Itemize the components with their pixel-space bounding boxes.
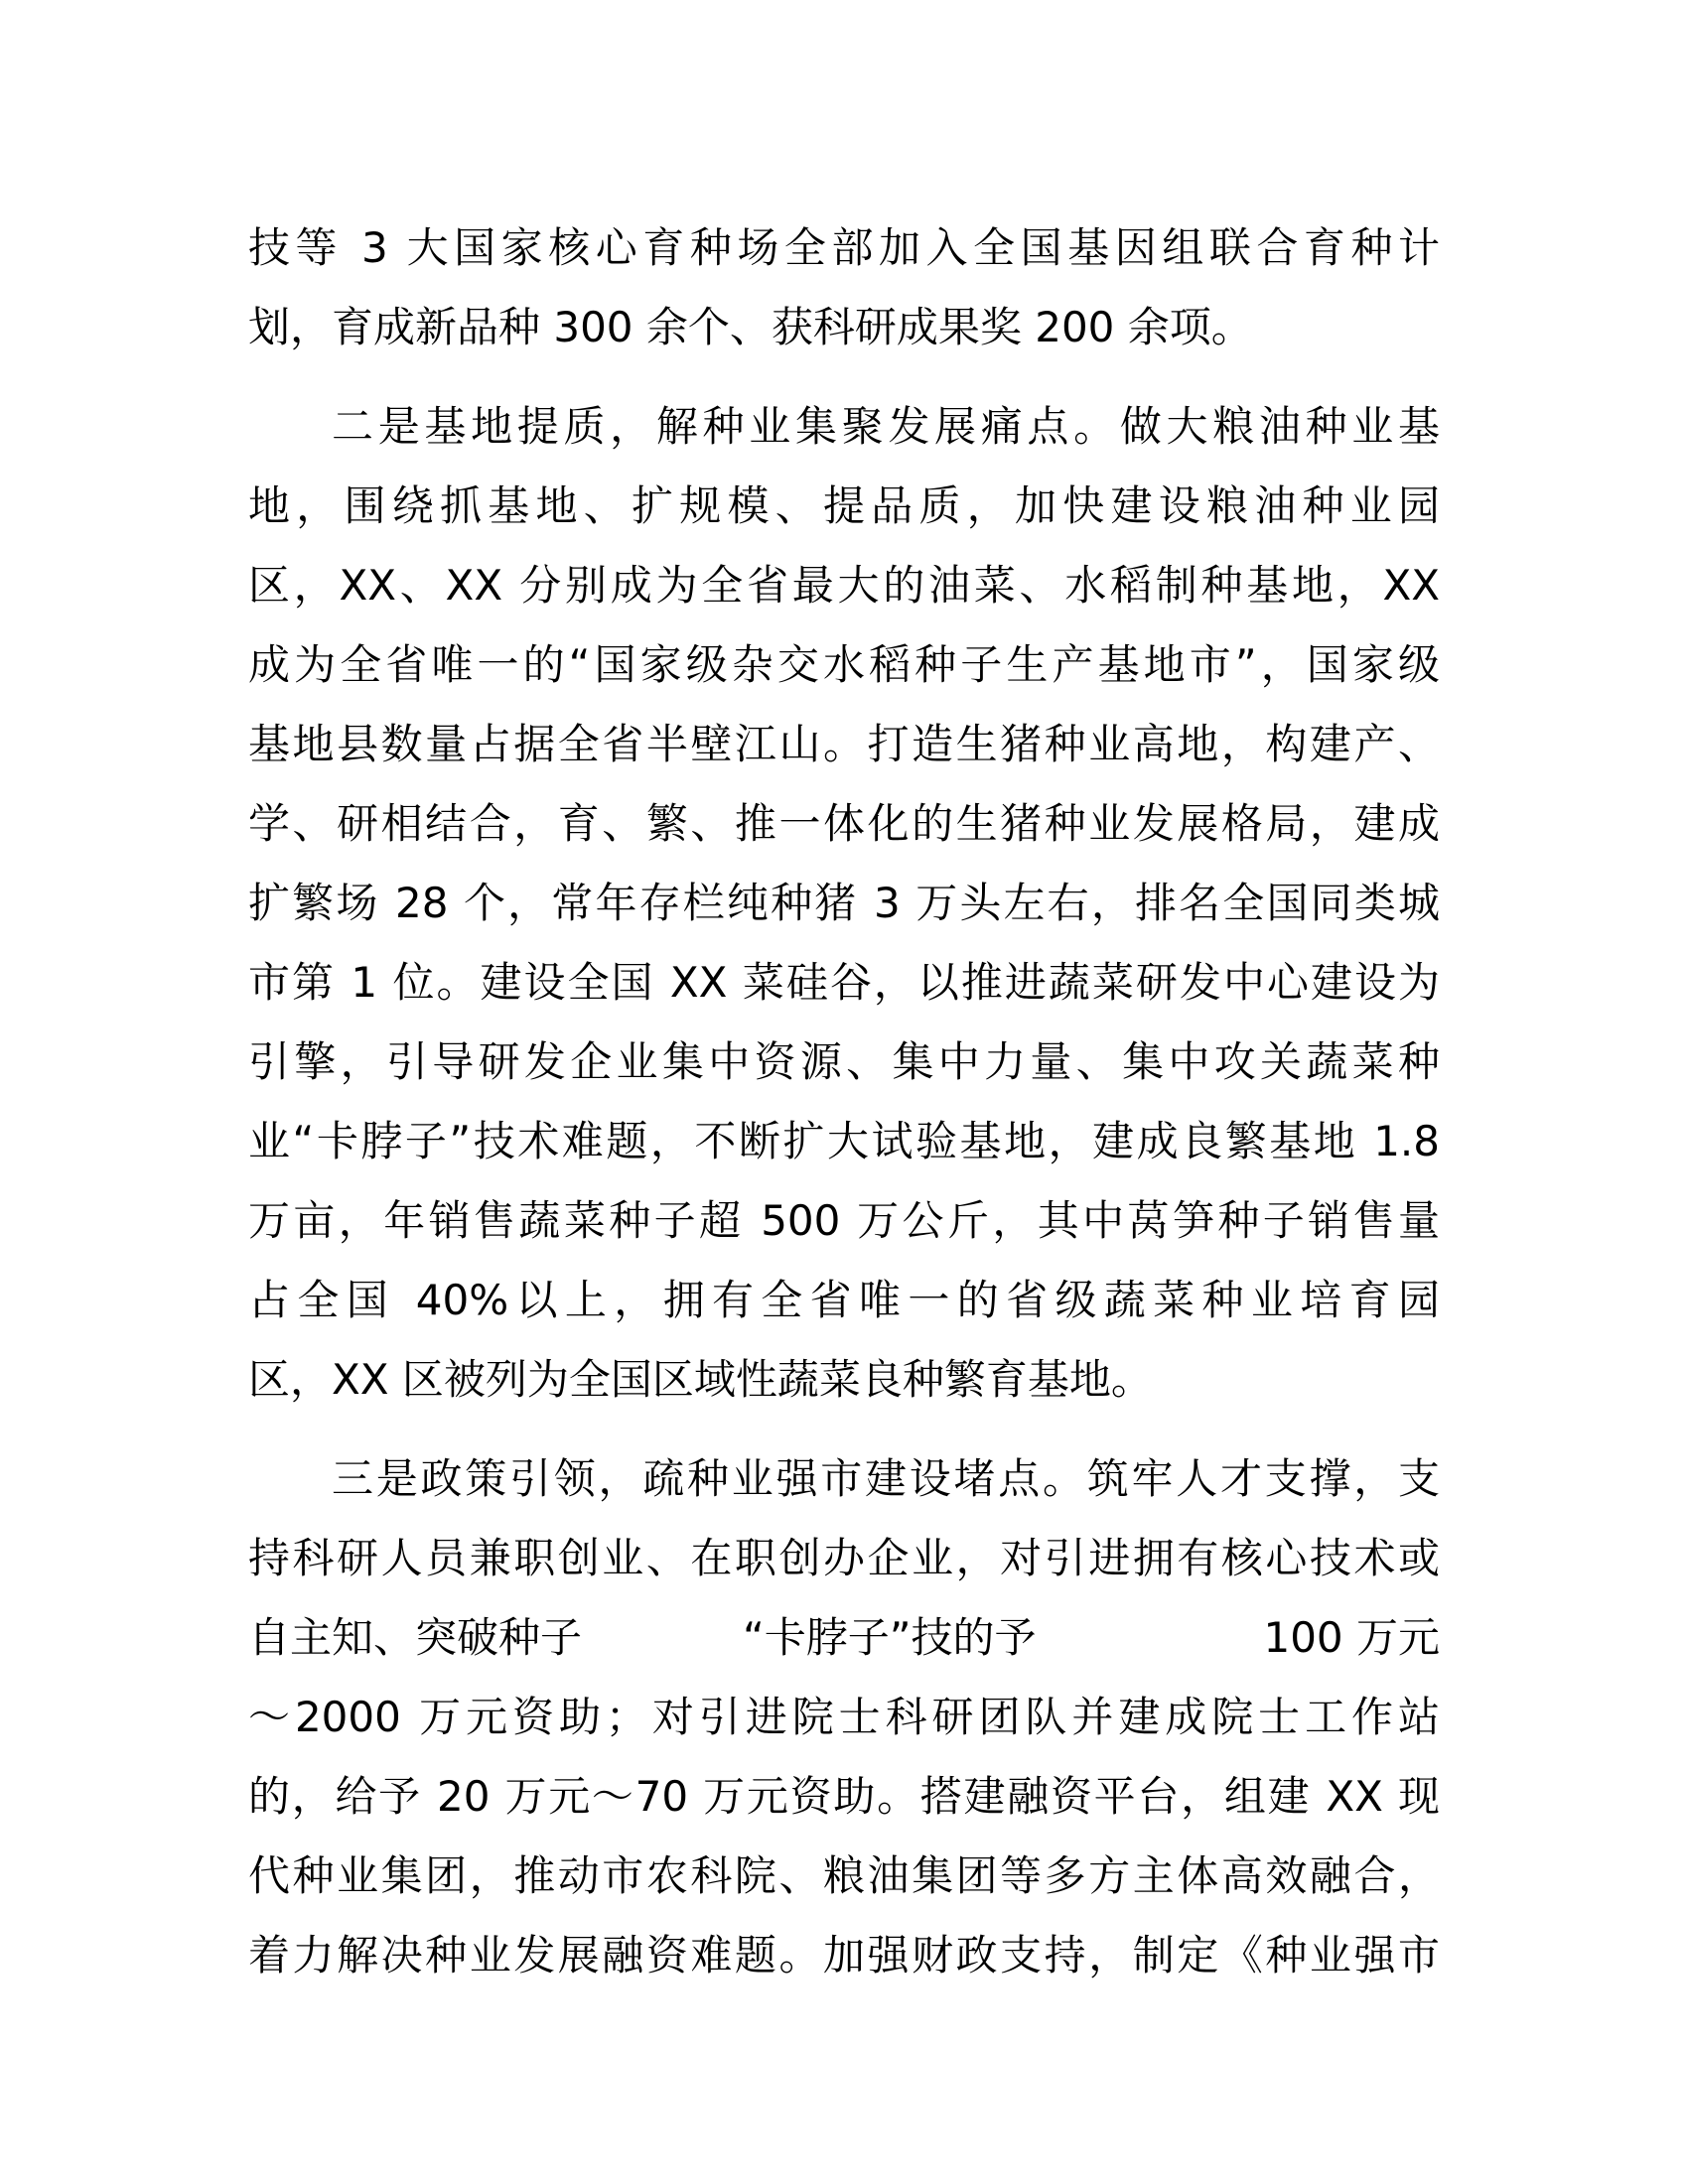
text-line: 三是政策引领，疏种业强市建设堵点。筑牢人才支撑，支: [332, 1454, 1440, 1503]
text-line: 占全国 40%以上，拥有全省唯一的省级蔬菜种业培育园: [248, 1276, 1440, 1324]
text-line-segment: 自主知、突破种子: [248, 1613, 583, 1662]
text-line: 着力解决种业发展融资难题。加强财政支持，制定《种业强市: [248, 1931, 1440, 1979]
text-line: 技等 3 大国家核心育种场全部加入全国基因组联合育种计: [248, 223, 1440, 272]
text-line: 持科研人员兼职创业、在职创办企业，对引进拥有核心技术或: [248, 1534, 1440, 1582]
text-line: 扩繁场 28 个，常年存栏纯种猪 3 万头左右，排名全国同类城: [248, 879, 1440, 927]
text-line: 区，XX、XX 分别成为全省最大的油菜、水稻制种基地，XX: [248, 561, 1440, 610]
text-line: 区，XX 区被列为全国区域性蔬菜良种繁育基地。: [248, 1355, 1153, 1404]
text-line: 代种业集团，推动市农科院、粮油集团等多方主体高效融合，: [248, 1851, 1440, 1900]
text-line: 划，育成新品种 300 余个、获科研成果奖 200 余项。: [248, 303, 1253, 351]
text-line: 基地县数量占据全省半壁江山。打造生猪种业高地，构建产、: [248, 720, 1440, 768]
text-line: ～2000 万元资助；对引进院士科研团队并建成院士工作站: [248, 1693, 1440, 1741]
text-line: 业“卡脖子”技术难题，不断扩大试验基地，建成良繁基地 1.8: [248, 1117, 1440, 1165]
text-line: 万亩，年销售蔬菜种子超 500 万公斤，其中莴笋种子销售量: [248, 1196, 1440, 1245]
text-line: 引擎，引导研发企业集中资源、集中力量、集中攻关蔬菜种: [248, 1037, 1440, 1086]
text-line: 二是基地提质，解种业集聚发展痛点。做大粮油种业基: [332, 402, 1440, 451]
text-line: 的，给予 20 万元～70 万元资助。搭建融资平台，组建 XX 现: [248, 1772, 1440, 1821]
text-line-segment: “卡脖子”技的予: [743, 1613, 1037, 1662]
text-line: 成为全省唯一的“国家级杂交水稻种子生产基地市”，国家级: [248, 640, 1440, 689]
text-line: 市第 1 位。建设全国 XX 菜硅谷，以推进蔬菜研发中心建设为: [248, 958, 1440, 1007]
text-line: 学、研相结合，育、繁、推一体化的生猪种业发展格局，建成: [248, 799, 1440, 848]
text-line-segment: 100 万元: [1263, 1613, 1440, 1662]
text-line: 地，围绕抓基地、扩规模、提品质，加快建设粮油种业园: [248, 481, 1440, 530]
